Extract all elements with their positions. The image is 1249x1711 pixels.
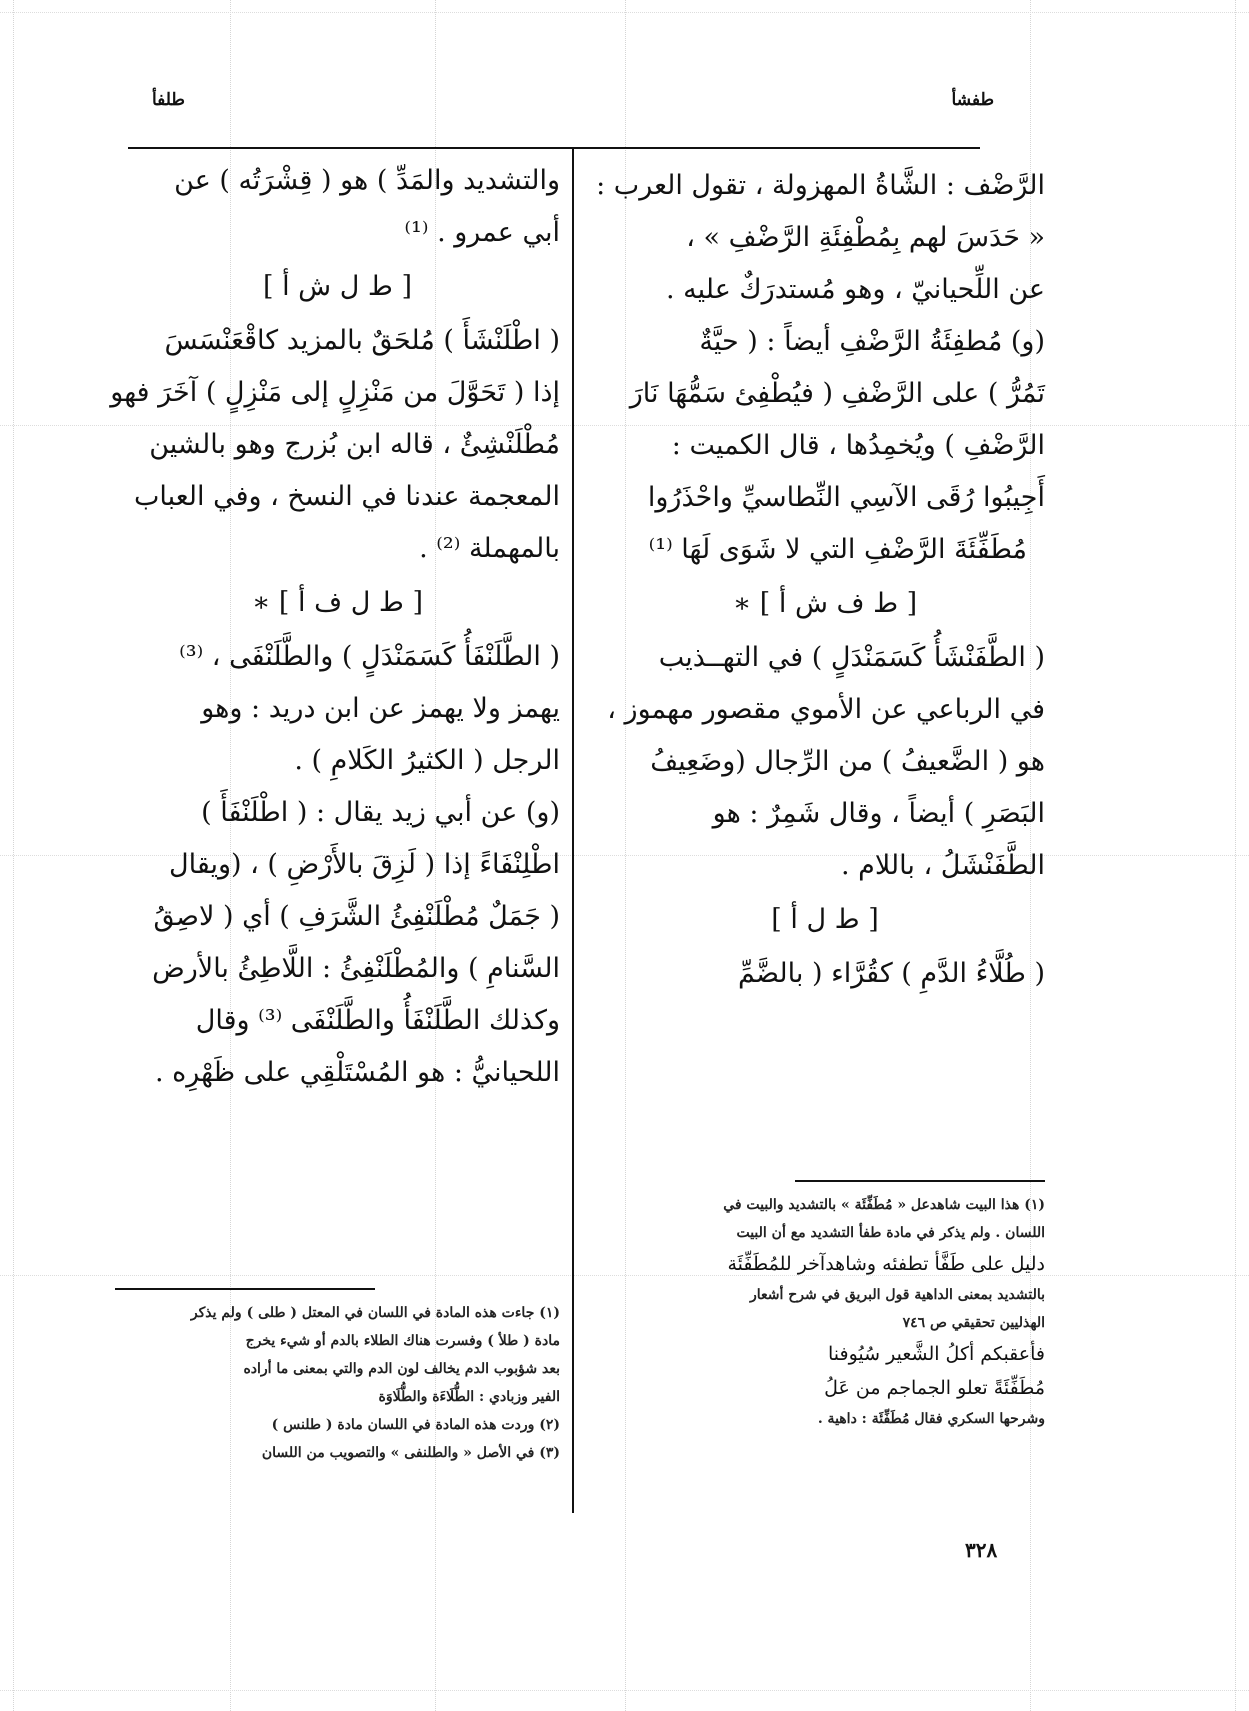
footnote-rule — [795, 1180, 1045, 1182]
footnote-line: الهذليين تحقيقي ص ٧٤٦ — [902, 1315, 1045, 1331]
page-number: ٣٢٨ — [965, 1538, 998, 1562]
text-line: تَمُرُّ ) على الرَّضْفِ ( فيُطْفِئ سَمُّهَا نَارَ — [629, 378, 1045, 409]
text-line: والتشديد والمَدِّ ) هو ( قِشْرَتُه ) عن — [174, 165, 560, 196]
footnote-line: (١) جاءت هذه المادة في اللسان في المعتل ( طلى ) ولم يذكر — [190, 1305, 560, 1321]
footnote-line: اللسان . ولم يذكر في مادة طفأ التشديد مع أن البيت — [736, 1225, 1045, 1241]
text-line: (و) مُطفِئَةُ الرَّضْفِ أيضاً : ( حيَّةٌ — [699, 326, 1045, 357]
text-line: البَصَرِ ) أيضاً ، وقال شَمِرٌ : هو — [712, 798, 1045, 829]
footnote-line: بعد شؤبوب الدم يخالف لون الدم والتي بمعنى ما أراده — [243, 1361, 560, 1377]
text-line: بالمهملة ⁽²⁾ . — [419, 533, 560, 564]
footnotes-left — [115, 1300, 560, 1468]
text-line: يهمز ولا يهمز عن ابن دريد : وهو — [201, 693, 560, 724]
text-line: الطَّفَنْشَلُ ، باللام . — [840, 850, 1045, 881]
footnote-line: (٣) في الأصل « والطلنفى » والتصويب من اللسان — [261, 1445, 560, 1461]
footnote-line: بالتشديد بمعنى الداهية قول البريق في شرح أشعار — [749, 1287, 1045, 1303]
footnote-line: (٢) وردت هذه المادة في اللسان مادة ( طلنس ) — [271, 1417, 560, 1433]
text-line: ( جَمَلٌ مُطْلَنْفِئُ الشَّرَفِ ) أي ( لاصِقُ — [153, 901, 560, 932]
footnote-line: الفير وزبادي : الطُّلَاءَة والطُّلَاوَة — [378, 1389, 560, 1405]
text-line: (و) عن أبي زيد يقال : ( اطْلَنْفَأَ ) — [201, 797, 560, 828]
footnote-line: دليل على طَفَّأ تطفئه وشاهدآخر للمُطَفِّئَة — [727, 1253, 1045, 1275]
text-line: اطْلِنْفَاءً إذا ( لَزِقَ بالأَرْضِ ) ، (ويقال — [168, 849, 560, 880]
entry-heading: [ ط ل أ ] — [771, 904, 879, 935]
running-head-left: طلفأ — [152, 90, 185, 110]
text-line: في الرباعي عن الأموي مقصور مهموز ، — [607, 694, 1045, 725]
footnote-rule — [115, 1288, 375, 1290]
column-divider — [572, 147, 574, 1513]
right-column — [596, 165, 1045, 1005]
text-line: وكذلك الطَّلَنْفَأُ والطَّلَنْفَى ⁽³⁾ وقال — [195, 1005, 560, 1036]
footnote-line: مادة ( طلأ ) وفسرت هناك الطلاء بالدم أو شيء يخرج — [245, 1333, 560, 1349]
scan-guide — [0, 1690, 1249, 1691]
text-line: أبي عمرو . ⁽¹⁾ — [404, 217, 560, 248]
scan-guide — [0, 12, 1249, 13]
text-line: الرجل ( الكثيرُ الكَلامِ ) . — [294, 745, 560, 776]
text-line: إذا ( تَحَوَّلَ من مَنْزِلٍ إلى مَنْزِلٍ ) آخَرَ فهو — [110, 377, 560, 408]
header-rule — [128, 147, 980, 149]
footnote-line: (١) هذا البيت شاهدعل « مُطَفِّئَة » بالتشديد والبيت في — [723, 1197, 1045, 1213]
entry-heading: [ ط ف ش أ ] ∗ — [732, 588, 918, 619]
text-line: ( الطَّلَنْفَأُ كَسَمَنْدَلٍ ) والطَّلَنْفَى ، ⁽³⁾ — [179, 641, 560, 672]
text-line: الرَّضْفِ ) ويُخمِدُها ، قال الكميت : — [671, 430, 1045, 461]
text-line: اللحيانيُّ : هو المُسْتَلْقِي على ظَهْرِه . — [154, 1057, 560, 1088]
text-line: ( طُلَّاءُ الدَّمِ ) كقُرَّاء ( بالضَّمِّ — [738, 958, 1045, 989]
text-line: الرَّضْف : الشَّاةُ المهزولة ، تقول العرب : — [596, 170, 1045, 201]
verse-line: مُطَفِّئَةَ الرَّضْفِ التي لا شَوَى لَهَا ⁽¹⁾ — [648, 534, 1027, 565]
left-column — [110, 160, 560, 1104]
text-line: هو ( الضَّعيفُ ) من الرِّجال (وضَعِيفُ — [650, 746, 1045, 777]
footnote-line: مُطَفِّئَةً تعلو الجماجم من عَلُ — [824, 1377, 1045, 1399]
text-line: مُطْلَنْشِئٌ ، قاله ابن بُزرج وهو بالشين — [149, 429, 560, 460]
footnote-line: فأعقبكم أكلُ الشَّعير سُيُوفنا — [828, 1343, 1045, 1365]
entry-heading: [ ط ل ف أ ] ∗ — [252, 587, 423, 618]
verse-line: أَجِيبُوا رُقَى الآسِي النِّطاسيِّ واحْذَرُوا — [647, 482, 1045, 513]
running-head-right: طفشأ — [951, 90, 994, 110]
text-line: السَّنامِ ) والمُطْلَنْفِئُ : اللَّاطِئُ بالأرض — [152, 953, 560, 984]
entry-heading: [ ط ل ش أ ] — [262, 271, 413, 302]
footnotes-right — [605, 1192, 1045, 1434]
text-line: عن اللِّحيانيّ ، وهو مُستدرَكٌ عليه . — [665, 274, 1045, 305]
text-line: « حَدَسَ لهم بِمُطْفِئَةِ الرَّضْفِ » ، — [686, 222, 1045, 253]
text-line: ( الطَّفَنْشَأُ كَسَمَنْدَلٍ ) في التهــذيب — [658, 642, 1045, 673]
footnote-line: وشرحها السكري فقال مُطَفِّئَة : داهية . — [817, 1411, 1045, 1427]
text-line: ( اطْلَنْشَأَ ) مُلحَقٌ بالمزيد كاقْعَنْسَسَ — [164, 325, 560, 356]
text-line: المعجمة عندنا في النسخ ، وفي العباب — [133, 481, 560, 512]
